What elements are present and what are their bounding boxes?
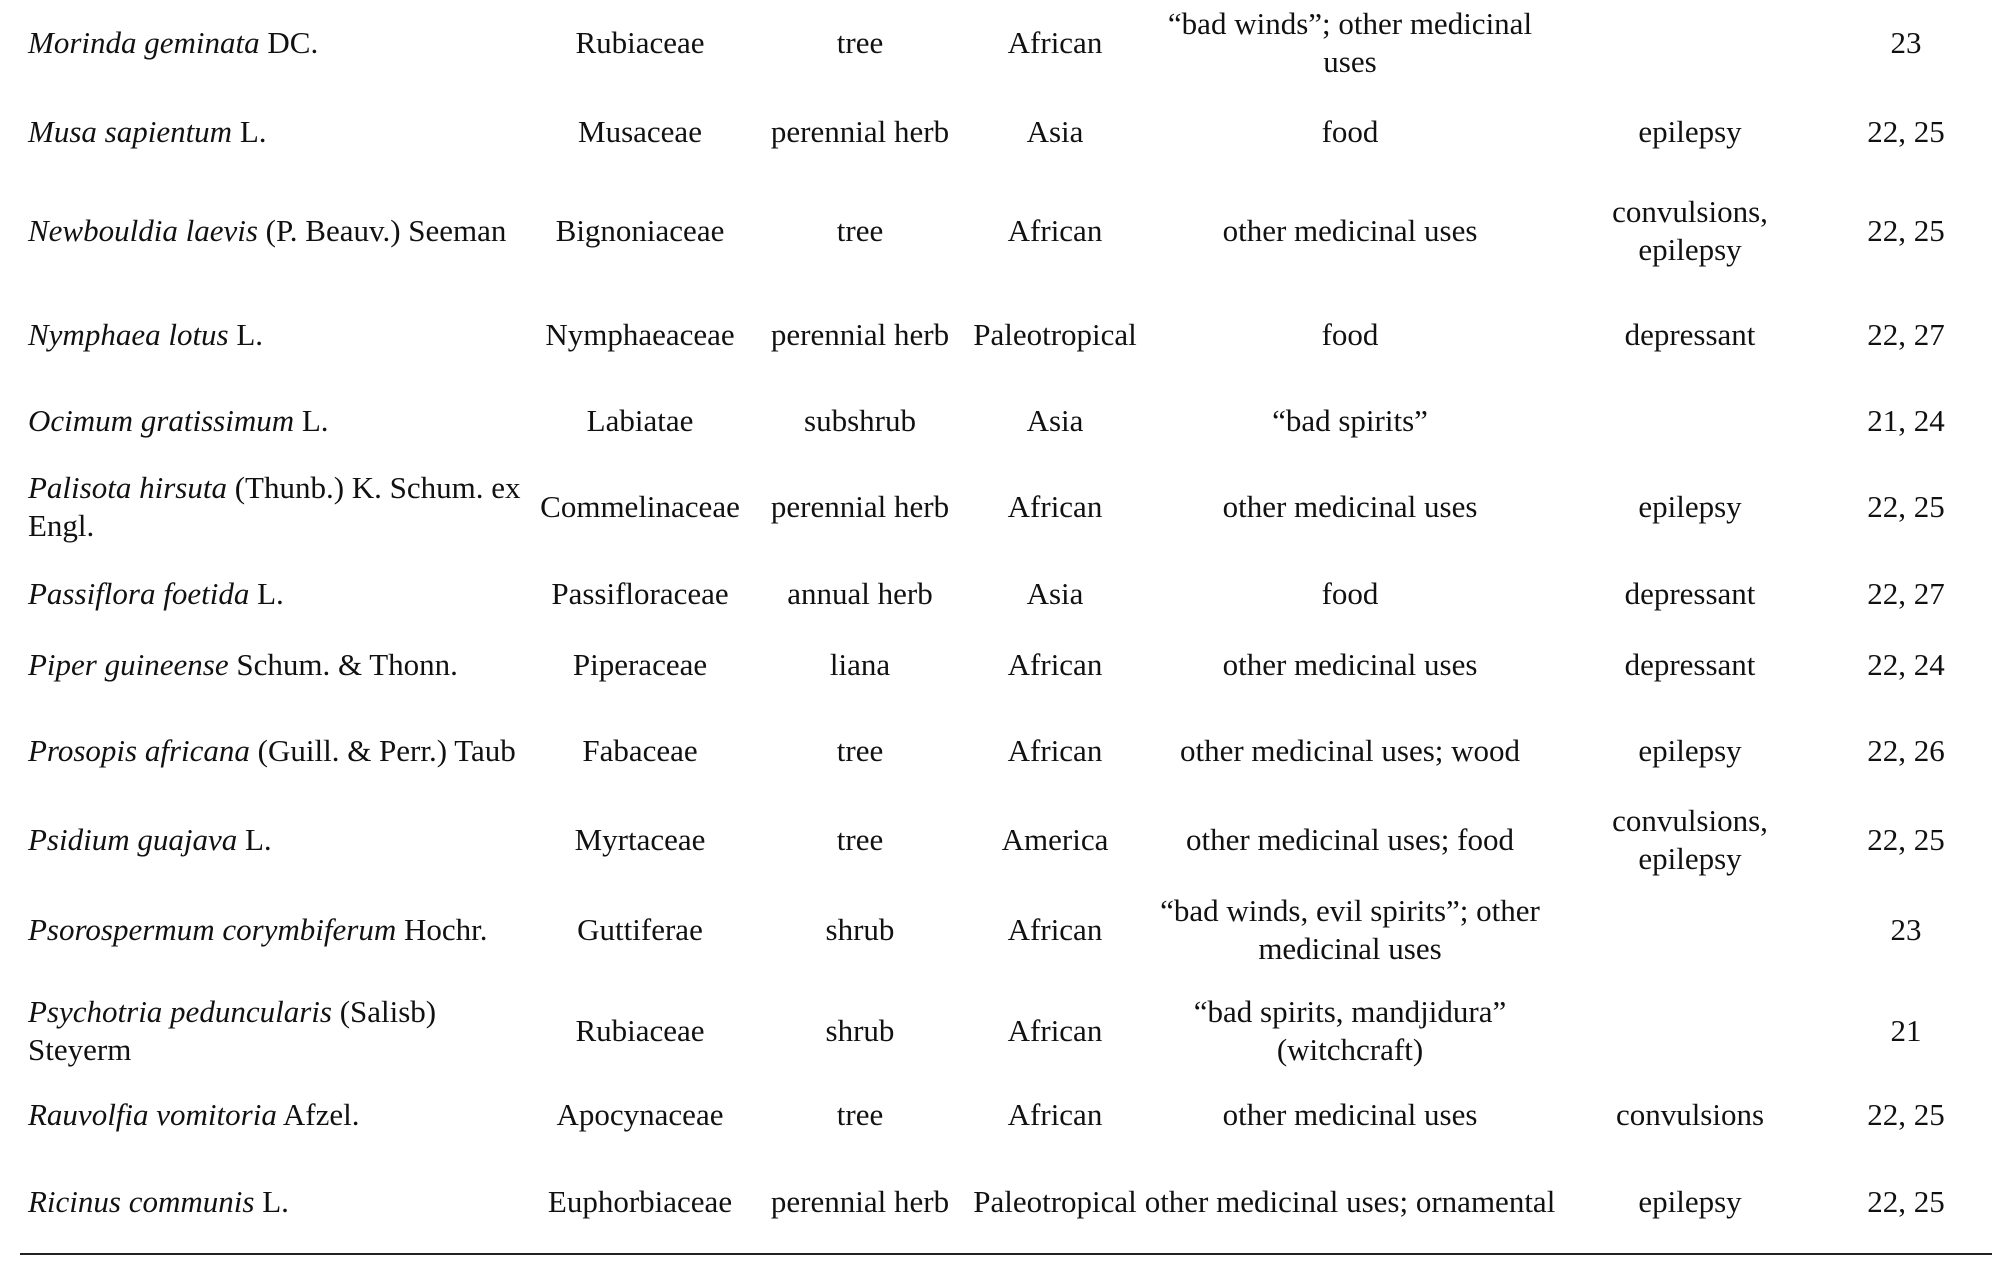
family-cell: Guttiferae xyxy=(577,912,703,947)
refs-cell: 22, 25 xyxy=(1867,1097,1945,1132)
species-table-container xyxy=(20,0,1992,1255)
author-name: L. xyxy=(257,576,284,611)
author-name: L. xyxy=(236,317,264,352)
family-cell: Rubiaceae xyxy=(575,1013,705,1048)
origin-cell: Paleotropical xyxy=(970,1150,1140,1254)
origin-cell: Asia xyxy=(1026,576,1084,611)
genus-name: Piper guineense xyxy=(28,647,229,682)
uses-cell: “bad winds, evil spirits”; other medicinal uses xyxy=(1160,893,1540,966)
species-cell xyxy=(20,558,530,630)
species-cell xyxy=(20,86,530,178)
refs-cell: 22, 25 xyxy=(1820,1150,1992,1254)
habit-cell: tree xyxy=(836,733,884,768)
author-name: (P. Beauv.) Seeman xyxy=(265,213,507,248)
family-cell: Bignoniaceae xyxy=(555,213,725,248)
table-row xyxy=(20,456,1992,558)
genus-name: Newbouldia laevis xyxy=(28,213,258,248)
habit-cell: tree xyxy=(836,25,884,60)
cns-cell xyxy=(1560,878,1820,982)
refs-cell: 21, 24 xyxy=(1867,403,1945,438)
origin-cell: African xyxy=(1007,25,1103,60)
habit-cell: shrub xyxy=(825,1013,895,1048)
uses-cell: “bad spirits” xyxy=(1272,403,1428,438)
table-row xyxy=(20,386,1992,456)
family-cell: Commelinaceae xyxy=(540,489,740,524)
habit-cell: tree xyxy=(836,1097,884,1132)
refs-cell: 22, 25 xyxy=(1867,822,1945,857)
refs-cell: 22, 26 xyxy=(1867,733,1945,768)
origin-cell: African xyxy=(1007,213,1103,248)
habit-cell: shrub xyxy=(825,912,895,947)
species-cell xyxy=(20,456,530,558)
genus-name: Ricinus communis xyxy=(28,1183,255,1219)
species-cell xyxy=(20,0,530,86)
refs-cell: 22, 25 xyxy=(1867,489,1945,524)
origin-cell: America xyxy=(1001,822,1109,857)
species-cell xyxy=(20,178,530,284)
origin-cell: African xyxy=(1007,1013,1103,1048)
table-row xyxy=(20,1080,1992,1150)
refs-cell: 23 xyxy=(1890,25,1922,60)
species-cell xyxy=(20,982,530,1080)
table-row xyxy=(20,878,1992,982)
author-name: L. xyxy=(262,1183,289,1219)
genus-name: Psychotria peduncularis xyxy=(28,994,332,1029)
habit-cell: liana xyxy=(829,647,891,682)
uses-cell: “bad spirits, mandjidura” (witchcraft) xyxy=(1193,994,1507,1067)
table-row xyxy=(20,0,1992,86)
cns-cell: depressant xyxy=(1624,647,1756,682)
uses-cell: food xyxy=(1321,114,1379,149)
origin-cell: African xyxy=(1007,1097,1103,1132)
cns-cell: epilepsy xyxy=(1638,733,1742,768)
family-cell: Piperaceae xyxy=(572,647,708,682)
habit-cell: tree xyxy=(836,213,884,248)
habit-cell: annual herb xyxy=(787,576,933,611)
table-row xyxy=(20,1150,1992,1254)
author-name: L. xyxy=(239,114,267,149)
refs-cell: 23 xyxy=(1890,912,1922,947)
origin-cell: Asia xyxy=(1026,403,1084,438)
origin-cell: African xyxy=(1007,912,1103,947)
species-cell xyxy=(20,284,530,386)
habit-cell: perennial herb xyxy=(770,114,950,149)
family-cell: Labiatae xyxy=(586,403,694,438)
family-cell: Nymphaeaceae xyxy=(545,317,735,352)
genus-name: Musa sapientum xyxy=(28,114,233,149)
author-name: DC. xyxy=(267,25,319,60)
origin-cell: African xyxy=(1007,647,1103,682)
table-row xyxy=(20,178,1992,284)
cns-cell xyxy=(1560,982,1820,1080)
family-cell: Fabaceae xyxy=(582,733,698,768)
habit-cell: perennial herb xyxy=(770,489,950,524)
family-cell: Passifloraceae xyxy=(551,576,729,611)
refs-cell: 21 xyxy=(1890,1013,1922,1048)
genus-name: Rauvolfia vomitoria xyxy=(28,1097,277,1132)
habit-cell: perennial herb xyxy=(770,317,950,352)
family-cell: Apocynaceae xyxy=(556,1097,724,1132)
habit-cell: subshrub xyxy=(804,403,916,438)
origin-cell: Paleotropical xyxy=(973,317,1137,352)
table-row xyxy=(20,802,1992,878)
uses-cell: other medicinal uses xyxy=(1222,1097,1478,1132)
genus-name: Psidium guajava xyxy=(28,822,238,857)
table-row xyxy=(20,982,1992,1080)
table-row xyxy=(20,630,1992,700)
genus-name: Passiflora foetida xyxy=(28,576,250,611)
species-cell xyxy=(20,386,530,456)
cns-cell: epilepsy xyxy=(1638,114,1742,149)
refs-cell: 22, 24 xyxy=(1867,647,1945,682)
family-cell: Myrtaceae xyxy=(574,822,706,857)
uses-cell: food xyxy=(1321,317,1379,352)
species-cell xyxy=(20,1150,530,1254)
cns-cell: depressant xyxy=(1624,576,1756,611)
table-row xyxy=(20,86,1992,178)
genus-name: Morinda geminata xyxy=(28,25,260,60)
genus-name: Prosopis africana xyxy=(28,733,250,768)
family-cell: Euphorbiaceae xyxy=(530,1150,750,1254)
uses-cell: other medicinal uses; wood xyxy=(1179,733,1521,768)
cns-cell: epilepsy xyxy=(1638,489,1742,524)
origin-cell: African xyxy=(1007,489,1103,524)
author-name: Afzel. xyxy=(282,1097,360,1132)
species-table xyxy=(20,0,1992,1255)
table-row xyxy=(20,700,1992,802)
refs-cell: 22, 25 xyxy=(1867,213,1945,248)
habit-cell: perennial herb xyxy=(750,1150,970,1254)
genus-name: Nymphaea lotus xyxy=(28,317,229,352)
family-cell: Rubiaceae xyxy=(575,25,705,60)
genus-name: Psorospermum corymbiferum xyxy=(28,912,397,947)
uses-cell: other medicinal uses; ornamental xyxy=(1140,1150,1560,1254)
species-cell xyxy=(20,630,530,700)
uses-cell: other medicinal uses xyxy=(1222,647,1478,682)
cns-cell xyxy=(1560,0,1820,86)
cns-cell: convulsions xyxy=(1615,1097,1765,1132)
species-cell xyxy=(20,700,530,802)
cns-cell: epilepsy xyxy=(1560,1150,1820,1254)
cns-cell: convulsions, epilepsy xyxy=(1612,803,1768,876)
species-cell xyxy=(20,878,530,982)
author-name: (Thunb.) K. Schum. ex Engl. xyxy=(28,470,521,543)
author-name: (Guill. & Perr.) Taub xyxy=(257,733,516,768)
cns-cell: convulsions, epilepsy xyxy=(1612,194,1768,267)
table-row xyxy=(20,558,1992,630)
author-name: Hochr. xyxy=(403,912,488,947)
refs-cell: 22, 25 xyxy=(1867,114,1945,149)
author-name: L. xyxy=(245,822,272,857)
habit-cell: tree xyxy=(836,822,884,857)
family-cell: Musaceae xyxy=(578,114,702,149)
cns-cell xyxy=(1560,386,1820,456)
author-name: Schum. & Thonn. xyxy=(236,647,458,682)
genus-name: Ocimum gratissimum xyxy=(28,403,295,438)
table-row xyxy=(20,284,1992,386)
refs-cell: 22, 27 xyxy=(1867,317,1945,352)
uses-cell: other medicinal uses; food xyxy=(1186,822,1514,857)
species-cell xyxy=(20,802,530,878)
author-name: L. xyxy=(301,403,329,438)
species-cell xyxy=(20,1080,530,1150)
origin-cell: Asia xyxy=(1026,114,1084,149)
uses-cell: other medicinal uses xyxy=(1222,489,1478,524)
uses-cell: food xyxy=(1321,576,1379,611)
refs-cell: 22, 27 xyxy=(1867,576,1945,611)
author-name: (Salisb) Steyerm xyxy=(28,994,437,1067)
uses-cell: other medicinal uses xyxy=(1222,213,1478,248)
cns-cell: depressant xyxy=(1624,317,1756,352)
uses-cell: “bad winds”; other medicinal uses xyxy=(1167,6,1533,79)
origin-cell: African xyxy=(1007,733,1103,768)
genus-name: Palisota hirsuta xyxy=(28,470,227,505)
